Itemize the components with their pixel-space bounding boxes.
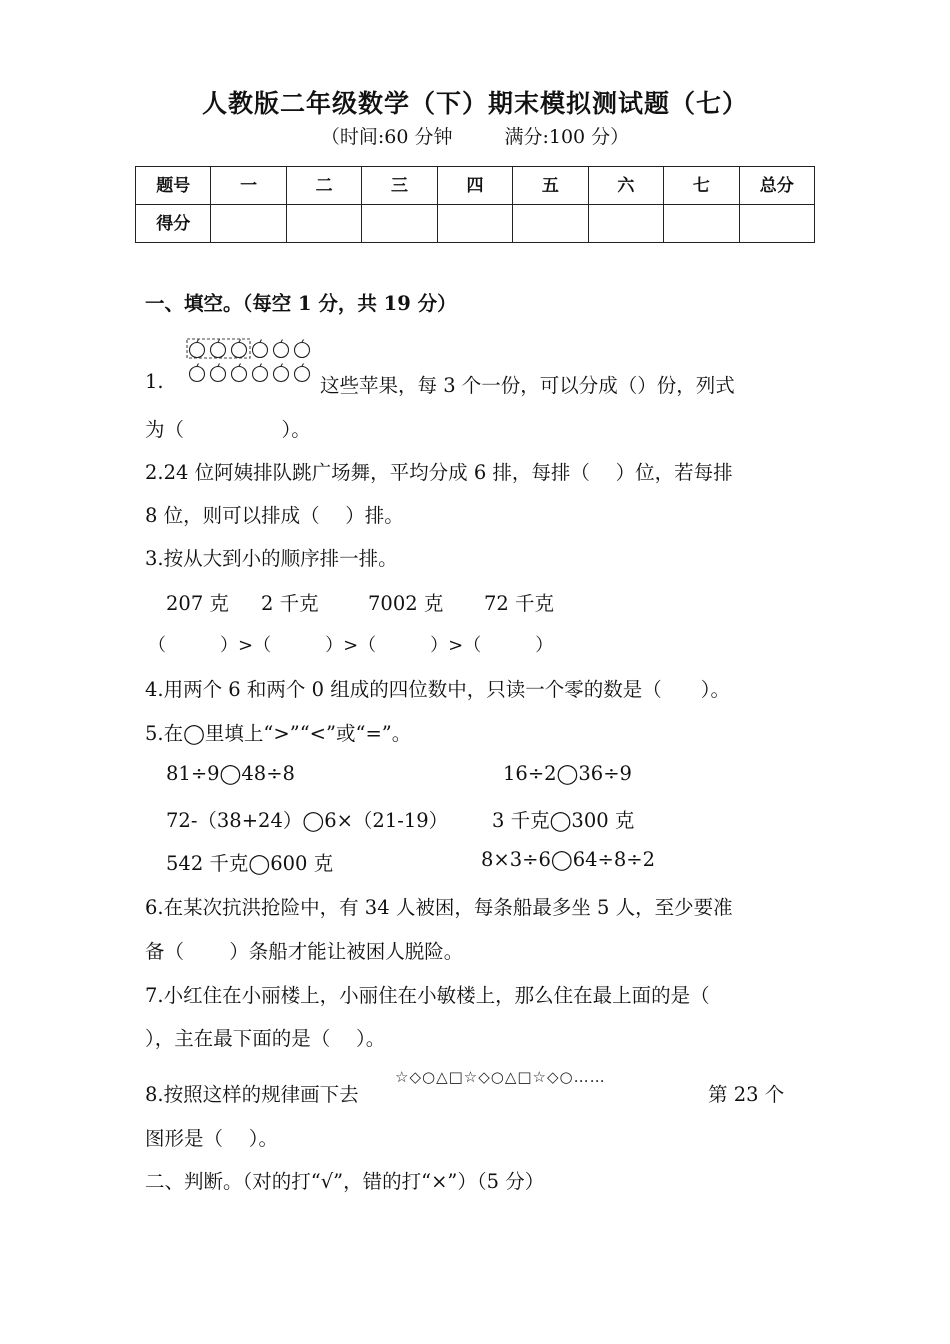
header-cell-7: 七	[664, 167, 739, 205]
q3-line1: 3.按从大到小的顺序排一排。	[145, 547, 398, 570]
q5-item-a: 81÷9◯48÷8	[166, 762, 295, 785]
q2-line2: 8 位，则可以排成（ ）排。	[145, 504, 404, 527]
apple-icon	[232, 364, 247, 382]
apple-icon	[190, 340, 205, 358]
header-cell-5: 五	[513, 167, 588, 205]
apple-icon	[253, 340, 268, 358]
apple-icon	[274, 364, 289, 382]
score-cell[interactable]	[362, 205, 437, 243]
q3-item: 7002 克	[368, 592, 444, 615]
q5-line1: 5.在◯里填上“>”“<”或“=”。	[145, 722, 412, 745]
q3-answer-blanks: （ ）>（ ）>（ ）>（ ）	[148, 635, 554, 656]
apple-icon	[295, 340, 310, 358]
time-limit: （时间:60 分钟	[320, 126, 453, 148]
header-cell-label: 题号	[136, 167, 211, 205]
apple-icon	[232, 340, 247, 358]
q6-line2: 备（ ）条船才能让被困人脱险。	[145, 940, 464, 963]
header-cell-4: 四	[437, 167, 512, 205]
header-cell-1: 一	[211, 167, 286, 205]
apple-icon	[253, 364, 268, 382]
q8-suffix: 第 23 个	[708, 1083, 785, 1106]
q8-prefix: 8.按照这样的规律画下去	[145, 1083, 359, 1106]
score-cell[interactable]	[437, 205, 512, 243]
q5-item-c: 72-（38+24）◯6×（21-19）	[166, 809, 449, 832]
q7-line1: 7.小红住在小丽楼上，小丽住在小敏楼上，那么住在最上面的是（	[145, 984, 710, 1007]
q3-item: 72 千克	[484, 592, 555, 615]
q8-shape-sequence: ☆◇○△□☆◇○△□☆◇○……	[395, 1068, 606, 1086]
header-cell-3: 三	[362, 167, 437, 205]
q5-item-e: 542 千克◯600 克	[166, 852, 334, 875]
score-cell[interactable]	[286, 205, 361, 243]
apple-icon	[190, 364, 205, 382]
q5-item-f: 8×3÷6◯64÷8÷2	[481, 848, 656, 871]
q1-text: 这些苹果，每 3 个一份，可以分成（）份，列式	[320, 374, 735, 397]
q7-line2: ），主在最下面的是（ ）。	[145, 1027, 386, 1050]
q2-line1: 2.24 位阿姨排队跳广场舞，平均分成 6 排，每排（ ）位，若每排	[145, 461, 733, 484]
row-label-score: 得分	[136, 205, 211, 243]
q1-text-line2: 为（ ）。	[145, 418, 311, 441]
q5-item-b: 16÷2◯36÷9	[503, 762, 632, 785]
header-cell-6: 六	[588, 167, 663, 205]
apple-icon	[295, 364, 310, 382]
section2-heading: 二、判断。（对的打“√”，错的打“×”）（5 分）	[145, 1170, 545, 1193]
apple-icon	[211, 340, 226, 358]
q3-item: 207 克	[166, 592, 229, 615]
score-table-score-row	[136, 205, 815, 243]
score-table	[135, 166, 815, 243]
full-score: 满分:100 分）	[504, 126, 630, 148]
q8-line2: 图形是（ ）。	[145, 1127, 278, 1150]
exam-subtitle	[0, 122, 950, 149]
score-cell[interactable]	[664, 205, 739, 243]
apples-illustration	[186, 338, 316, 384]
q3-item: 2 千克	[261, 592, 319, 615]
exam-title: 人教版二年级数学（下）期末模拟测试题（七）	[201, 89, 748, 118]
apple-icon	[274, 340, 289, 358]
score-cell[interactable]	[739, 205, 815, 243]
q5-item-d: 3 千克◯300 克	[492, 809, 635, 832]
header-cell-2: 二	[286, 167, 361, 205]
score-cell[interactable]	[513, 205, 588, 243]
q6-line1: 6.在某次抗洪抢险中，有 34 人被困，每条船最多坐 5 人，至少要准	[145, 896, 733, 919]
q4: 4.用两个 6 和两个 0 组成的四位数中，只读一个零的数是（ ）。	[145, 678, 730, 701]
q1-number: 1.	[145, 370, 164, 393]
score-cell[interactable]	[211, 205, 286, 243]
score-table-header-row	[136, 167, 815, 205]
score-cell[interactable]	[588, 205, 663, 243]
section1-heading: 一、填空。（每空 1 分，共 19 分）	[145, 292, 457, 315]
apple-icon	[211, 364, 226, 382]
header-cell-total: 总分	[739, 167, 815, 205]
